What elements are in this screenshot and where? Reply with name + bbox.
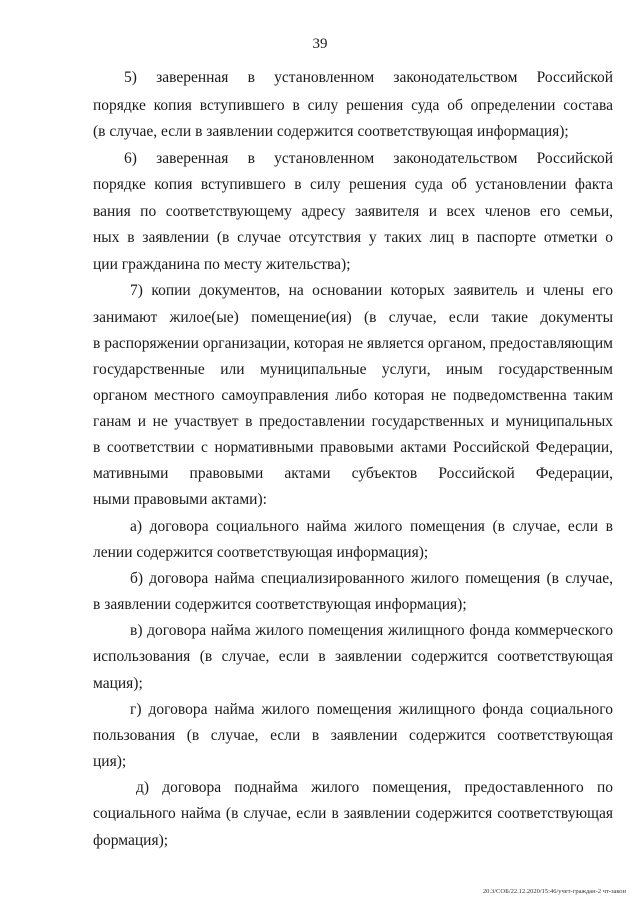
text-line: в соответствии с нормативными правовыми актами Российской Федерации, — [93, 439, 613, 456]
text-line: органом местного самоуправления либо которая не подведомственна таким — [93, 387, 613, 404]
text-line: мативными правовыми актами субъектов Российской Федерации, — [93, 465, 613, 482]
text-line: социального найма (в случае, если в заявлении содержится соответствующая — [93, 805, 613, 822]
text-line: занимают жилое(ые) помещение(ия) (в случае, если такие документы — [93, 309, 613, 326]
text-line: ными правовыми актами): — [93, 491, 267, 508]
text-line: а) договора социального найма жилого помещения (в случае, если в — [130, 518, 613, 535]
text-line: в заявлении содержится соответствующая информация); — [93, 596, 467, 613]
text-line: ции гражданина по месту жительства); — [93, 256, 351, 273]
text-line: лении содержится соответствующая информация); — [93, 544, 429, 561]
text-line: 7) копии документов, на основании которых заявитель и члены его — [130, 282, 613, 299]
text-line: государственные или муниципальные услуги, иным государственным — [93, 361, 613, 378]
text-line: г) договора найма жилого помещения жилищного фонда социального — [130, 701, 613, 718]
text-line: б) договора найма специализированного жилого помещения (в случае, — [130, 570, 613, 587]
text-line: 5) заверенная в установленном законодательством Российской — [124, 69, 613, 86]
text-line: порядке копия вступившего в силу решения суда об определении состава — [93, 97, 613, 114]
text-line: использования (в случае, если в заявлении содержится соответствующая — [93, 648, 613, 665]
footer-stamp: 20.3/СОБ/22.12.2020/15:46/учет-граждан-2 чт-закон — [482, 888, 626, 895]
text-line: мация); — [93, 675, 143, 692]
text-line: порядке копия вступившего в силу решения суда об установлении факта — [93, 176, 613, 193]
text-line: формация); — [93, 832, 169, 849]
text-line: 6) заверенная в установленном законодательством Российской — [124, 150, 613, 167]
text-line: в распоряжении организации, которая не является органом, предоставляющим — [93, 335, 613, 352]
text-line: в) договора найма жилого помещения жилищного фонда коммерческого — [130, 622, 613, 639]
text-line: пользования (в случае, если в заявлении содержится соответствующая — [93, 727, 613, 744]
text-line: ных в заявлении (в случае отсутствия у таких лиц в паспорте отметки о — [93, 229, 613, 246]
text-line: (в случае, если в заявлении содержится соответствующая информация); — [93, 123, 569, 140]
page-number: 39 — [312, 36, 328, 52]
text-line: ция); — [93, 753, 127, 770]
text-line: вания по соответствующему адресу заявителя и всех членов его семьи, — [93, 203, 613, 220]
text-line: ганам и не участвует в предоставлении государственных и муниципальных — [93, 413, 613, 430]
text-line: д) договора поднайма жилого помещения, предоставленного по — [136, 779, 613, 796]
